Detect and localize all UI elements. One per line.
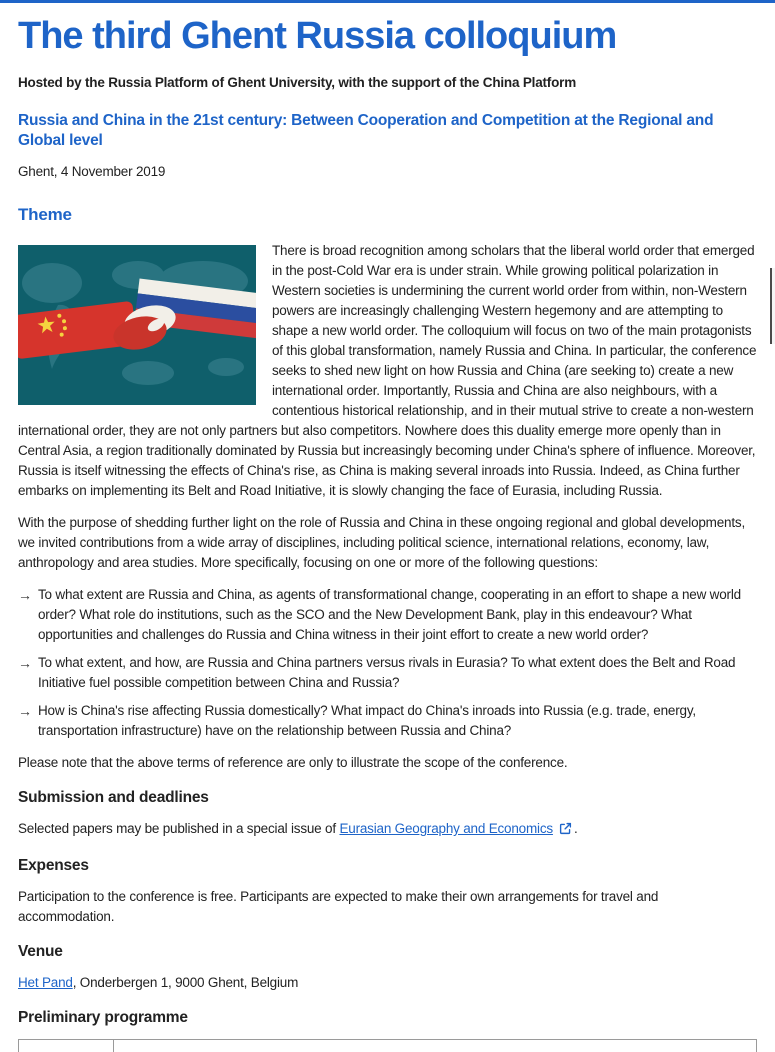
scope-note: Please note that the above terms of reference are only to illustrate the scope of the conference. bbox=[18, 755, 568, 770]
arrow-bullet-icon: → bbox=[18, 703, 32, 719]
submission-text bbox=[18, 819, 757, 841]
list-item bbox=[18, 585, 757, 645]
page-content bbox=[0, 15, 775, 1052]
external-link-icon[interactable] bbox=[559, 821, 572, 841]
event-date: Ghent, 4 November 2019 bbox=[18, 164, 166, 179]
page-subtitle: Hosted by the Russia Platform of Ghent University, with the support of the China Platform bbox=[18, 75, 577, 90]
venue-text-after: , Onderbergen 1, 9000 Ghent, Belgium bbox=[72, 975, 299, 990]
programme-heading: Preliminary programme bbox=[18, 1009, 188, 1026]
theme-paragraph-1: There is broad recognition among scholars that the liberal world order that emerged in the post-Cold War era is under strain. While growing political polarization in Western societies is undermining the current world order from within, non-Western powers are increasingly challenging Western hegemony and are attempting to shape a new world order. The colloquium will focus on two of the main protagonists of this global transformation, namely Russia and China. In particular, the conference seeks to shed new light on how Russia and China (are seeking to) create a new international order. Importantly, Russia and China are also neighbours, with a contentious historical relationship, and in their mutual strive to create a non-western international order, they are not only partners but also competitors. Nowhere does this duality emerge more openly than in Central Asia, a region traditionally dominated by Russia but increasingly becoming under China's sphere of influence. Moreover, Russia is itself witnessing the effects of China's rise, as China is making several inroads into Russia. Indeed, as China further embarks on implementing its Belt and Road Initiative, it is slowly changing the face of Eurasia, including Russia. bbox=[18, 243, 757, 498]
list-item bbox=[18, 701, 757, 741]
venue-heading: Venue bbox=[18, 943, 63, 960]
arrow-bullet-icon: → bbox=[18, 587, 32, 603]
page-title: The third Ghent Russia colloquium bbox=[18, 15, 617, 57]
submission-text-before: Selected papers may be published in a special issue of bbox=[18, 821, 340, 836]
venue-link[interactable]: Het Pand bbox=[18, 975, 73, 990]
venue-text bbox=[18, 973, 757, 993]
list-item-text: To what extent, and how, are Russia and China partners versus rivals in Eurasia? To what extent does the Belt and Road Initiative fuel possible competition between China and Russia? bbox=[38, 655, 736, 690]
theme-paragraph-2: With the purpose of shedding further light on the role of Russia and China in these ongoing regional and global developments, we invited contributions from a wide array of disciplines, including political science, international relations, economy, law, anthropology and area studies. More specifically, focusing on one or more of the following questions: bbox=[18, 515, 745, 570]
submission-heading: Submission and deadlines bbox=[18, 789, 209, 806]
theme-section bbox=[18, 241, 757, 501]
arrow-bullet-icon: → bbox=[18, 655, 32, 671]
programme-table bbox=[18, 1039, 757, 1052]
list-item-text: How is China's rise affecting Russia domestically? What impact do China's inroads into Russia (e.g. trade, energy, transportation infrastructure) have on the relationship between Russia and China? bbox=[38, 703, 696, 738]
journal-link[interactable]: Eurasian Geography and Economics bbox=[339, 821, 553, 836]
questions-list bbox=[18, 585, 757, 741]
submission-text-after: . bbox=[573, 821, 578, 836]
theme-heading: Theme bbox=[18, 205, 72, 224]
side-tab[interactable] bbox=[770, 268, 775, 344]
expenses-text: Participation to the conference is free. Participants are expected to make their own arrangements for travel and accommodation. bbox=[18, 889, 659, 924]
russia-china-handshake-image bbox=[18, 245, 256, 405]
event-title: Russia and China in the 21st century: Between Cooperation and Competition at the Regional and Global level bbox=[18, 112, 714, 149]
table-cell-description bbox=[114, 1040, 756, 1052]
list-item-text: To what extent are Russia and China, as agents of transformational change, cooperating in an effort to shape a new world order? What role do institutions, such as the SCO and the New Development Bank, play in this endeavour? What opportunities and challenges do Russia and China witness in their joint effort to create a new world order? bbox=[38, 587, 741, 642]
table-cell-time bbox=[19, 1040, 114, 1052]
list-item bbox=[18, 653, 757, 693]
expenses-heading: Expenses bbox=[18, 857, 89, 874]
handshake-illustration bbox=[18, 245, 256, 405]
top-border bbox=[0, 0, 775, 3]
